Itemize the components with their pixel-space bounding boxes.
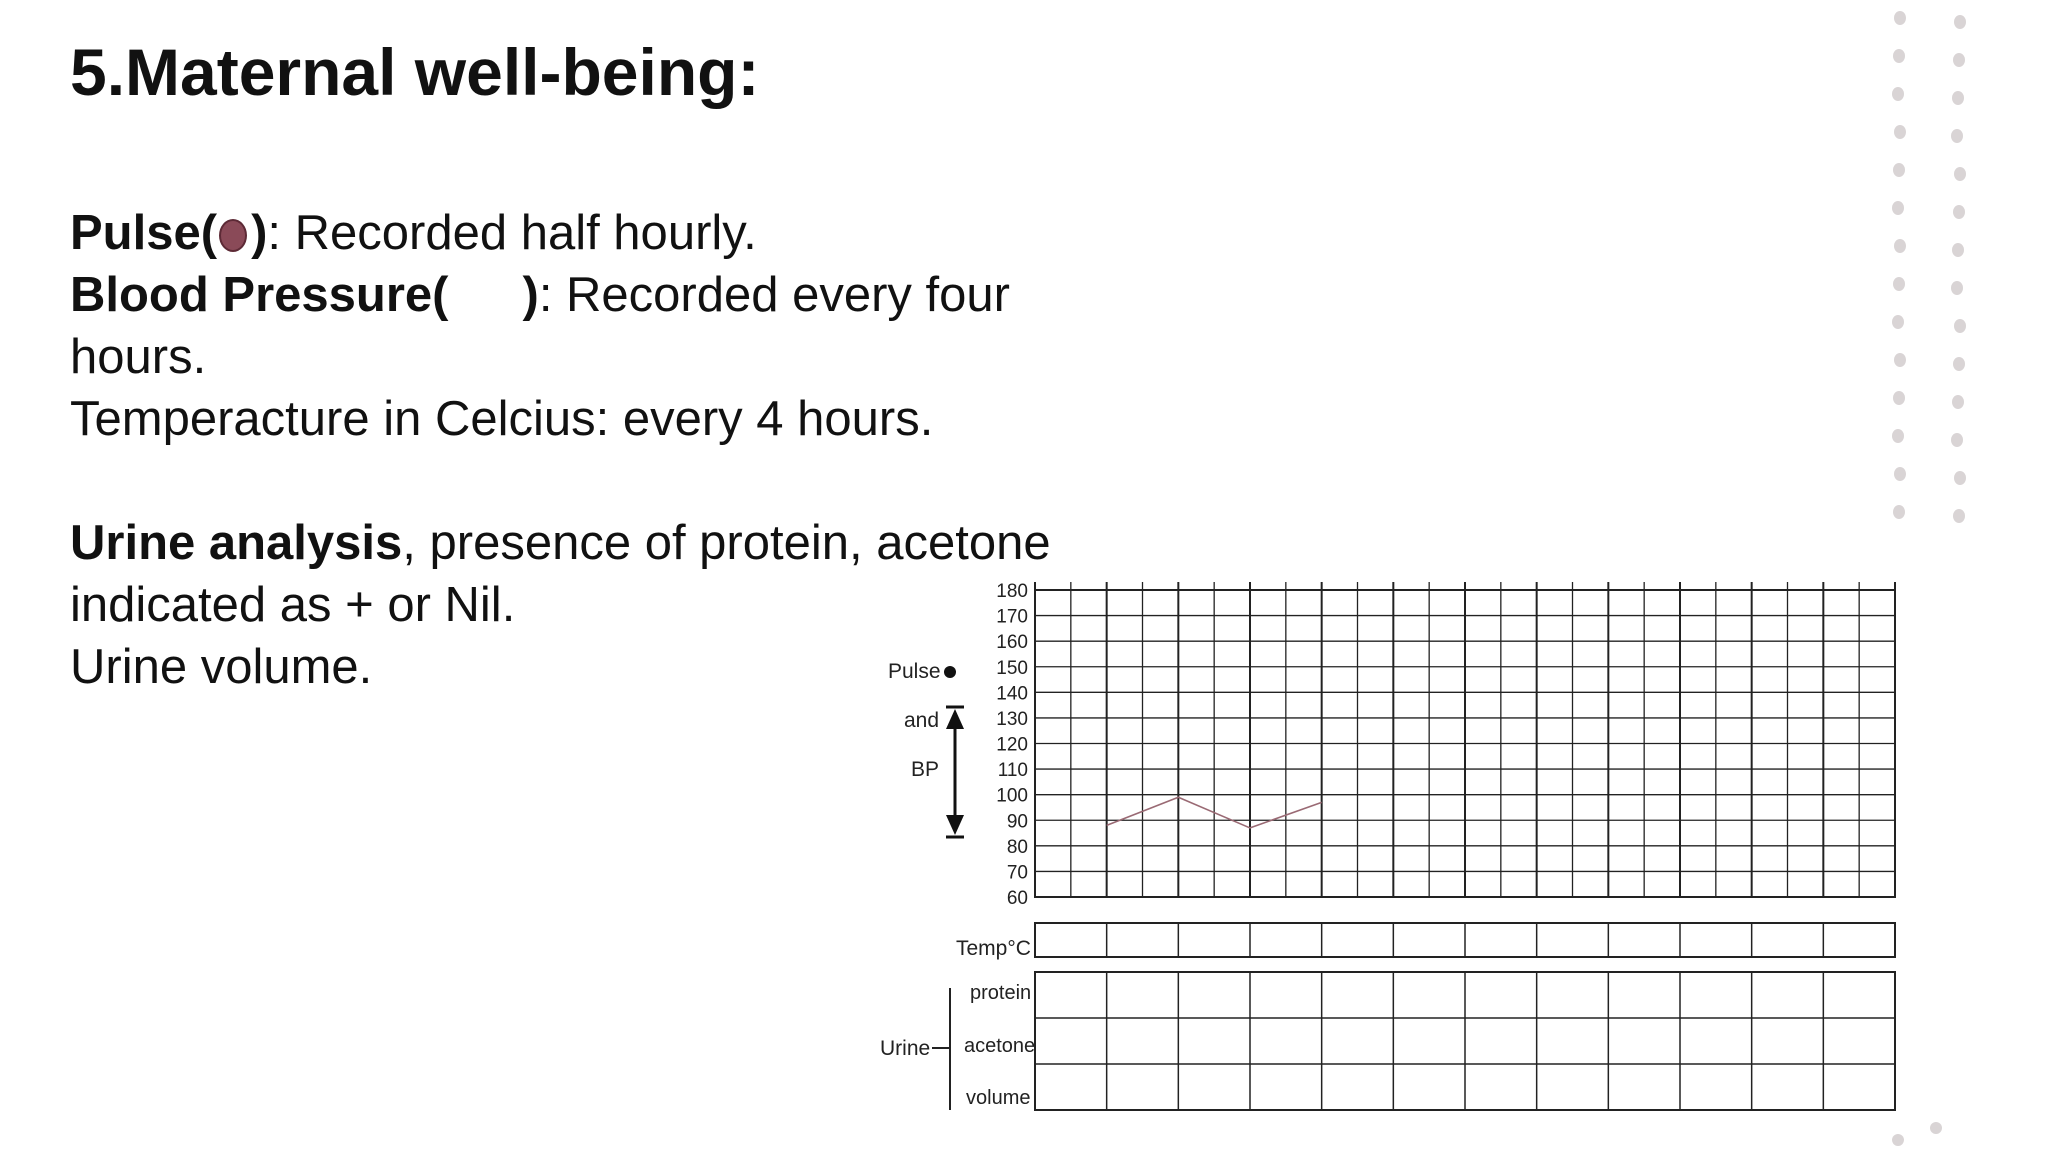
decor-dot [1894, 239, 1906, 253]
y-tick-label: 140 [996, 683, 1028, 705]
bp-label-close: ) [522, 268, 539, 322]
decor-dot [1894, 11, 1906, 25]
y-tick-label: 180 [996, 581, 1028, 602]
urine-line [70, 512, 1051, 574]
decor-dot [1951, 433, 1963, 447]
urine-line-cont: indicated as + or Nil. [70, 578, 516, 632]
decor-dot [1953, 509, 1965, 523]
y-tick-label: 110 [997, 760, 1028, 782]
decor-dot [1951, 129, 1963, 143]
bp-line [70, 264, 1010, 326]
decor-dot [1952, 395, 1964, 409]
and-side-label: and [904, 709, 940, 732]
bp-side-label: BP [911, 758, 940, 781]
y-tick-label: 60 [1006, 888, 1028, 909]
decor-dot [1893, 277, 1905, 291]
decor-dot [1930, 1122, 1942, 1134]
decor-dot [1953, 205, 1965, 219]
decor-dot [1894, 353, 1906, 367]
bp-line-cont: hours. [70, 330, 207, 384]
pulse-bp-grid [1035, 582, 1895, 897]
y-axis-ticks [996, 581, 1028, 909]
y-tick-label: 170 [996, 606, 1028, 628]
decor-dot [1893, 163, 1905, 177]
y-tick-label: 160 [996, 632, 1028, 654]
urine-row-acetone: acetone [964, 1035, 1036, 1057]
pulse-dot-icon [219, 219, 247, 252]
y-tick-label: 70 [1006, 862, 1028, 884]
decor-dot [1953, 53, 1965, 67]
y-tick-label: 90 [1006, 811, 1028, 833]
y-tick-label: 80 [1006, 836, 1028, 858]
page-title: 5.Maternal well-being: [70, 35, 760, 109]
temp-grid [1035, 923, 1895, 957]
decor-dot [1951, 281, 1963, 295]
decor-dot [1954, 319, 1966, 333]
temp-line: Temperacture in Celcius: every 4 hours. [70, 392, 934, 446]
decor-dot [1894, 467, 1906, 481]
bp-text: : Recorded every four [538, 268, 1010, 322]
y-tick-label: 150 [996, 657, 1028, 679]
decor-dot [1892, 87, 1904, 101]
decor-dot [1894, 125, 1906, 139]
urine-row-protein: protein [970, 982, 1032, 1004]
decor-dot [1892, 315, 1904, 329]
pulse-marker-icon [944, 666, 956, 678]
pulse-line [70, 202, 757, 264]
decor-dot [1892, 201, 1904, 215]
decor-dot [1954, 167, 1966, 181]
decor-dot [1892, 429, 1904, 443]
bp-arrow-icon [946, 707, 964, 837]
y-tick-label: 120 [996, 734, 1028, 756]
decor-dot [1953, 357, 1965, 371]
bp-label: Blood Pressure( [70, 268, 449, 322]
pulse-label-close: ) [251, 206, 268, 260]
y-tick-label: 130 [996, 708, 1028, 730]
urine-row-volume: volume [966, 1087, 1031, 1109]
pulse-text: : Recorded half hourly. [267, 206, 757, 260]
decor-dot [1952, 91, 1964, 105]
decor-dot [1892, 1134, 1904, 1146]
urine-volume-line: Urine volume. [70, 640, 373, 694]
pulse-label: Pulse( [70, 206, 218, 260]
decor-dot [1954, 471, 1966, 485]
decor-dot [1952, 243, 1964, 257]
urine-label: Urine [880, 1037, 931, 1060]
urine-text: , presence of protein, acetone [402, 516, 1051, 570]
partograph-chart [860, 575, 1900, 1120]
temp-label: Temp°C [956, 937, 1031, 960]
decor-dot [1893, 505, 1905, 519]
decor-dot [1954, 15, 1966, 29]
y-tick-label: 100 [996, 785, 1028, 807]
urine-grid [1035, 972, 1895, 1110]
decor-dot [1893, 49, 1905, 63]
urine-label: Urine analysis [70, 516, 403, 570]
decor-dot [1893, 391, 1905, 405]
pulse-side-label: Pulse [888, 660, 941, 683]
